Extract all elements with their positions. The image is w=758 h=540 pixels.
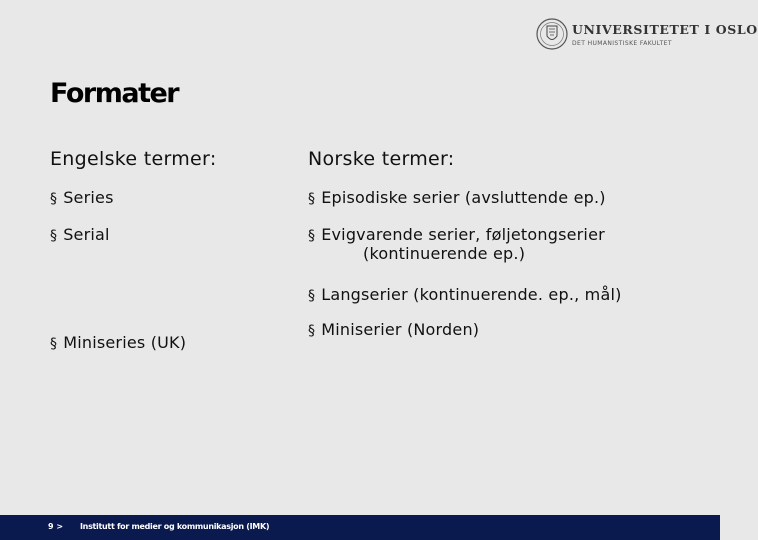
left-list-item [50, 188, 114, 207]
slide-title: Formater [50, 78, 179, 109]
university-logo [536, 16, 758, 54]
left-list-item [50, 333, 186, 352]
page-number: 9 > [48, 522, 64, 531]
seal-icon [536, 16, 568, 52]
right-list-item [308, 225, 605, 263]
right-list-item [308, 188, 606, 207]
logo-title: UNIVERSITETET I OSLO [572, 22, 758, 37]
right-item-text: Langserier (kontinuerende. ep., mål) [321, 285, 622, 304]
right-column-heading: Norske termer: [308, 148, 455, 170]
left-list-item [50, 225, 110, 244]
right-item-text: Evigvarende serier, føljetongserier [321, 225, 605, 244]
right-item-text: Episodiske serier (avsluttende ep.) [321, 188, 606, 207]
bullet-icon: § [50, 336, 58, 352]
bullet-icon: § [50, 228, 58, 244]
bullet-icon: § [50, 191, 58, 207]
left-column-heading: Engelske termer: [50, 148, 217, 170]
bullet-icon: § [308, 288, 316, 304]
bullet-icon: § [308, 228, 316, 244]
left-item-text: Serial [63, 225, 110, 244]
logo-subtitle: DET HUMANISTISKE FAKULTET [572, 40, 672, 47]
institute-name: Institutt for medier og kommunikasjon (IMK) [80, 522, 270, 531]
left-item-text: Series [63, 188, 114, 207]
right-list-item [308, 285, 622, 304]
bullet-icon: § [308, 323, 316, 339]
footer-bar [0, 515, 720, 540]
right-item-continuation: (kontinuerende ep.) [363, 244, 526, 263]
right-item-text: Miniserier (Norden) [321, 320, 480, 339]
right-list-item [308, 320, 479, 339]
left-item-text: Miniseries (UK) [63, 333, 187, 352]
bullet-icon: § [308, 191, 316, 207]
